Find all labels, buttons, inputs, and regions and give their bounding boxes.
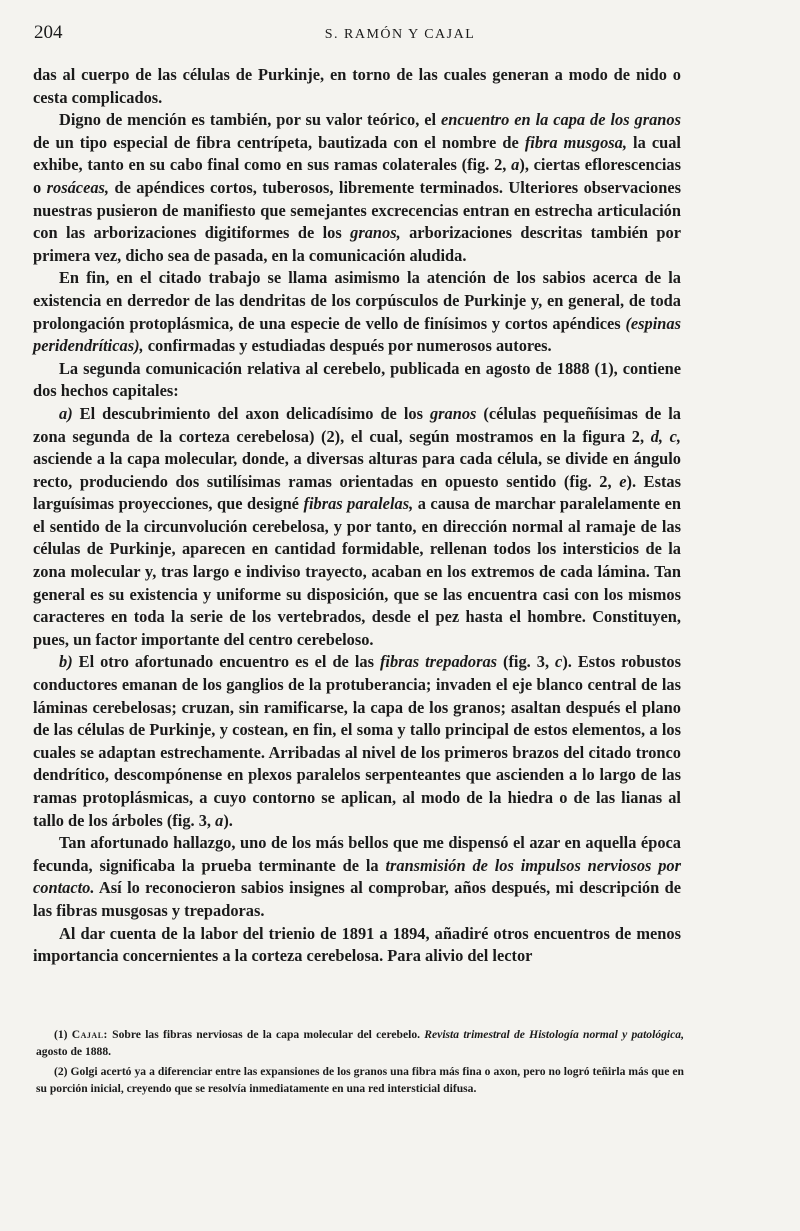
p3-text-b: confirmadas y estudiadas después por numerosos autores.	[143, 336, 552, 356]
footnote-1	[36, 1027, 684, 1060]
p5-italic-3: e	[619, 471, 627, 491]
p3-italic-1: (espinas peridendríticas),	[33, 313, 681, 356]
paragraph-2	[33, 109, 681, 267]
paragraph-3	[33, 267, 681, 357]
p6-italic-2: c	[555, 652, 563, 672]
p2-italic-4: rosáceas,	[46, 177, 110, 197]
footnote-1-text-a: Sobre las fibras nerviosas de la capa molecular del cerebelo.	[107, 1028, 425, 1041]
p6-text-b: (fig. 3,	[497, 652, 556, 672]
p4-text: La segunda comunicación relativa al cerebelo, publicada en agosto de 1888 (1), contiene dos hechos capitales:	[33, 358, 681, 401]
footnote-1-author: Cajal:	[71, 1028, 108, 1041]
main-text	[33, 64, 681, 968]
p5-italic-2: d, c,	[650, 426, 682, 446]
p5-text-d: ). Estas larguísimas proyecciones, que designé	[33, 471, 681, 514]
p5-italic-4: fibras paralelas,	[303, 494, 414, 514]
p5-label: a)	[59, 403, 73, 423]
paragraph-1-text: das al cuerpo de las células de Purkinje, en torno de las cuales generan a modo de nido o cesta complicados.	[33, 65, 681, 107]
p3-text-a: En fin, en el citado trabajo se llama asimismo la atención de los sabios acerca de la existencia en derredor de las dendritas de los corpúsculos de Purkinje y, en general, de toda prolongación protoplásmica, de una especie de vello de finísimos y cortos apéndices	[33, 268, 681, 333]
running-head	[34, 22, 766, 48]
p2-italic-1: encuentro en la capa de los granos	[441, 110, 681, 130]
p7-text-a: Tan afortunado hallazgo, uno de los más bellos que me dispensó el azar en aquella época fecunda, significaba la prueba terminante de la	[33, 833, 681, 875]
footnote-1-text-b: agosto de 1888.	[36, 1044, 112, 1058]
p6-text-c: ). Estos robustos conductores emanan de los ganglios de la protuberancia; invaden el eje blanco central de las láminas cerebelosas; cruzan, sin ramificarse, la capa de los granos; asaltan después el plano de las células de Purkinje, y costean, en fin, el soma y tallo principal de estos elementos, a los cuales se adaptan estrechamente. Arribadas al nivel de los primeros brazos del citado tronco dendrítico, descompónense en plexos paralelos serpenteantes que ascienden a lo largo de las ramas protoplásmicas, a cuyo contorno se aplican, al modo de la hiedra o de las lianas al tallo de los árboles (fig. 3,	[33, 652, 681, 830]
paragraph-5	[33, 403, 681, 652]
p6-label: b)	[59, 652, 73, 672]
p2-italic-5: granos,	[350, 223, 401, 243]
paragraph-1	[33, 64, 681, 109]
paragraph-8	[33, 923, 681, 968]
p2-text-f: arborizaciones descritas también por primera vez, dicho sea de pasada, en la comunicación aludida.	[33, 223, 682, 265]
p7-text-b: Así lo reconocieron sabios insignes al comprobar, años después, mi descripción de las fibras musgosas y trepadoras.	[33, 878, 681, 920]
paragraph-4	[33, 358, 681, 403]
p5-text-a: El descubrimiento del axon delicadísimo de los	[72, 403, 430, 423]
p6-text-a: El otro afortunado encuentro es el de las	[72, 652, 380, 672]
p7-italic-1: transmisión de los impulsos nerviosos por contacto.	[33, 855, 682, 898]
p6-italic-1: fibras trepadoras	[379, 652, 498, 672]
p5-text-c: asciende a la capa molecular, donde, a diversas alturas para cada célula, se divide en ángulo recto, produciendo dos sutilísimas ramas orientadas en opuesto sentido (fig. 2,	[33, 449, 681, 491]
footnote-2-text: (2) Golgi acertó ya a diferenciar entre las expansiones de los granos una fibra más fina o axon, pero no logró teñirla más que en su porción inicial, creyendo que se resolvía inmediatamente en una red intersticial difusa.	[36, 1065, 684, 1095]
paragraph-7	[33, 832, 681, 922]
running-title: S. RAMÓN Y CAJAL	[324, 27, 476, 42]
p2-italic-2: fibra musgosa,	[524, 132, 627, 152]
page-number: 204	[34, 22, 63, 43]
footnote-1-journal: Revista trimestral de Histología normal y patológica,	[424, 1028, 684, 1041]
p2-text-b: de un tipo especial de fibra centrípeta, bautizada con el nombre de	[33, 132, 525, 152]
p2-text-a: Digno de mención es también, por su valor teórico, el	[59, 110, 442, 130]
p2-text-e: de apéndices cortos, tuberosos, libremente terminados. Ulteriores observaciones nuestras pusieron de manifiesto que semejantes excrecencias entran en estrecha articulación con las arborizaciones digitiformes de los	[33, 177, 682, 243]
p2-text-d: ), ciertas eflorescencias o	[33, 155, 681, 197]
p6-italic-3: a	[215, 810, 224, 830]
p6-text-d: ).	[223, 810, 233, 830]
paragraph-6	[33, 651, 681, 832]
p2-text-c: la cual exhibe, tanto en su cabo final como en sus ramas colaterales (fig. 2,	[33, 132, 681, 175]
p2-italic-3: a	[511, 155, 520, 175]
footnotes	[36, 1027, 684, 1101]
p5-italic-1: granos	[429, 403, 477, 423]
p5-text-e: a causa de marchar paralelamente en el sentido de la circunvolución cerebelosa, y por tanto, en dirección normal al ramaje de las células de Purkinje, aparecen en cantidad formidable, rellenan todos los intersticios de la zona molecular y, tras largo e indiviso trayecto, acaban en los extremos de cada lámina. Tan general es su existencia y uniforme su disposición, que se las encuentra casi con los mismos caracteres en toda la serie de los vertebrados, desde el pez hasta el hombre. Constituyen, pues, un factor importante del centro cerebeloso.	[33, 494, 681, 649]
p8-text: Al dar cuenta de la labor del trienio de 1891 a 1894, añadiré otros encuentros de menos importancia concernientes a la corteza cerebelosa. Para alivio del lector	[33, 923, 681, 966]
p5-text-b: (células pequeñísimas de la zona segunda de la corteza cerebelosa) (2), el cual, según mostramos en la figura 2,	[33, 403, 681, 446]
footnote-2	[36, 1064, 684, 1097]
footnote-1-number: (1)	[54, 1028, 72, 1041]
